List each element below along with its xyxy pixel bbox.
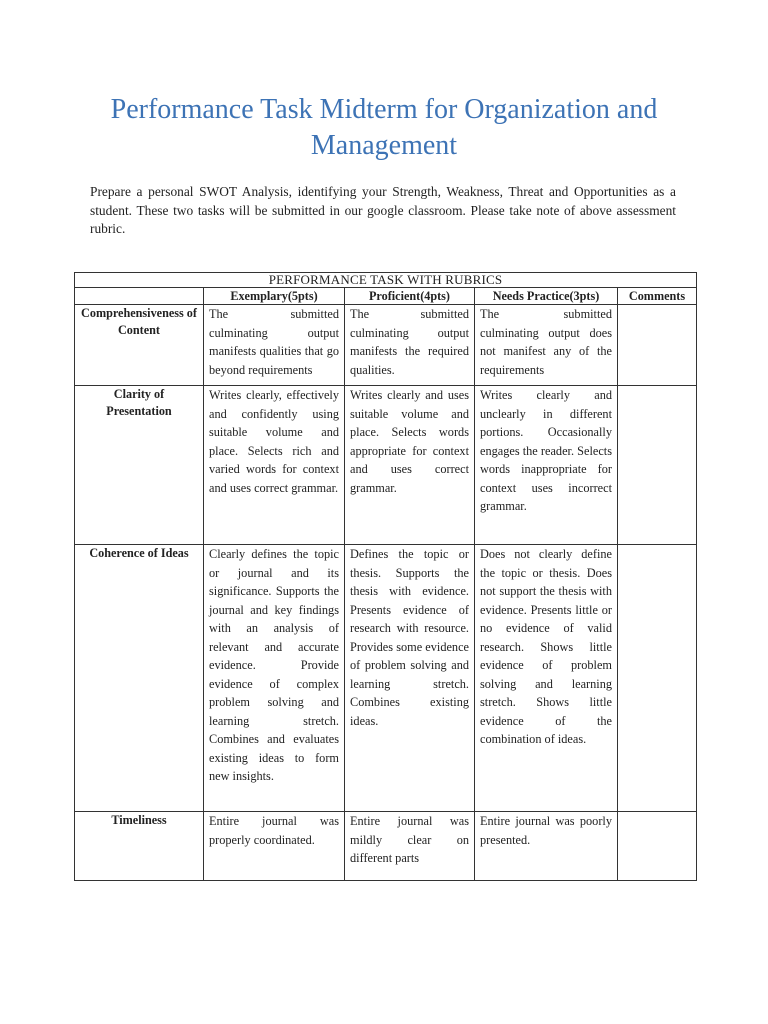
needs-practice-cell: Does not clearly define the topic or thesis. Does not support the thesis with evidence. Presents little or no evidence of valid research. Shows little evidence of problem solving and learning stretch. Shows little evidence of the combination of ideas. <box>475 545 618 812</box>
proficient-cell: The submitted culminating output manifests the required qualities. <box>345 305 475 386</box>
header-exemplary: Exemplary(5pts) <box>204 288 345 305</box>
exemplary-cell: The submitted culminating output manifests qualities that go beyond requirements <box>204 305 345 386</box>
table-row <box>75 812 697 881</box>
needs-practice-cell: Entire journal was poorly presented. <box>475 812 618 881</box>
header-comments: Comments <box>618 288 697 305</box>
proficient-cell: Writes clearly and uses suitable volume and place. Selects words appropriate for context and uses correct grammar. <box>345 386 475 545</box>
proficient-cell: Entire journal was mildly clear on different parts <box>345 812 475 881</box>
needs-practice-cell: The submitted culminating output does not manifest any of the requirements <box>475 305 618 386</box>
needs-practice-cell: Writes clearly and unclearly in different portions. Occasionally engages the reader. Selects words inappropriate for context uses incorrect grammar. <box>475 386 618 545</box>
header-criteria <box>75 288 204 305</box>
exemplary-cell: Entire journal was properly coordinated. <box>204 812 345 881</box>
comments-cell <box>618 812 697 881</box>
criterion-cell: Clarity of Presentation <box>75 386 204 545</box>
rubric-table <box>74 272 697 881</box>
header-proficient: Proficient(4pts) <box>345 288 475 305</box>
document-title: Performance Task Midterm for Organization and Management <box>110 94 658 161</box>
rubric-header-row <box>75 288 697 305</box>
criterion-cell: Coherence of Ideas <box>75 545 204 812</box>
table-row <box>75 305 697 386</box>
proficient-cell: Defines the topic or thesis. Supports the thesis with evidence. Presents evidence of research with resource. Provides some evidence of problem solving and learning stretch. Combines existing ideas. <box>345 545 475 812</box>
comments-cell <box>618 305 697 386</box>
table-row <box>75 386 697 545</box>
criterion-cell: Comprehensiveness of Content <box>75 305 204 386</box>
table-row <box>75 545 697 812</box>
header-needs-practice: Needs Practice(3pts) <box>475 288 618 305</box>
instructions-paragraph: Prepare a personal SWOT Analysis, identifying your Strength, Weakness, Threat and Opportunities as a student. These two tasks will be submitted in our google classroom. Please take note of above assessment rubric. <box>90 184 676 236</box>
comments-cell <box>618 386 697 545</box>
criterion-cell: Timeliness <box>75 812 204 881</box>
comments-cell <box>618 545 697 812</box>
exemplary-cell: Clearly defines the topic or journal and its significance. Supports the journal and key findings with an analysis of relevant and accurate evidence. Provide evidence of complex problem solving and learning stretch. Combines and evaluates existing ideas to form new insights. <box>204 545 345 812</box>
rubric-title: PERFORMANCE TASK WITH RUBRICS <box>75 273 697 288</box>
exemplary-cell: Writes clearly, effectively and confidently using suitable volume and place. Selects rich and varied words for context and uses correct grammar. <box>204 386 345 545</box>
rubric-title-row <box>75 273 697 288</box>
